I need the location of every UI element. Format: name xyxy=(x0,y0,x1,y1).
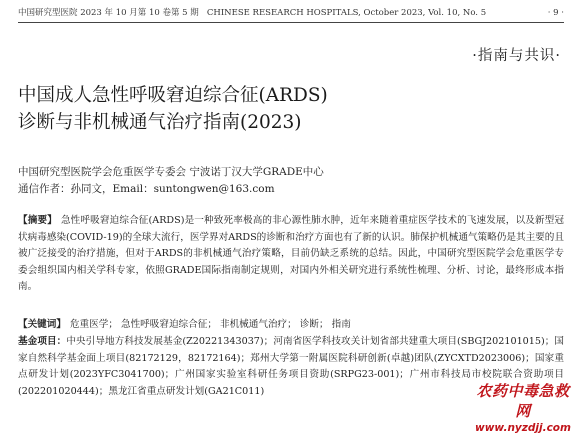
article-title xyxy=(18,82,518,136)
funding-text: 中央引导地方科技发展基金(Z20221343037)；河南省医学科技攻关计划省部共建重大项目(SBGJ202101015)；国家自然科学基金面上项目(82172129，82172164)；郑州大学第一附属医院科研创新(卓越)团队(ZYCXTD2023006)；国家重点研发计划(2023YFC3041700)；广州国家实验室科研任务项目资助(SRPG23-001)；广州市科技局市校院联合资助项目(202201020444)；黑龙江省重点研发计划(GA21C011) xyxy=(18,336,564,397)
title-line-1: 中国成人急性呼吸窘迫综合征(ARDS) xyxy=(18,85,328,106)
page-number: · 9 · xyxy=(547,8,564,18)
abstract xyxy=(18,213,564,296)
journal-en: CHINESE RESEARCH HOSPITALS, October 2023, Vol. 10, No. 5 xyxy=(206,8,487,18)
header-rule xyxy=(18,22,564,23)
funding-label: 基金项目： xyxy=(18,336,67,347)
title-line-2: 诊断与非机械通气治疗指南(2023) xyxy=(18,112,302,133)
site-watermark xyxy=(473,381,573,434)
author-block xyxy=(18,164,324,198)
abstract-text: 急性呼吸窘迫综合征(ARDS)是一种致死率极高的非心源性肺水肿，近年来随着重症医学技术的飞速发展，以及新型冠状病毒感染(COVID-19)的全球大流行，医学界对ARDS的诊断和治疗方面也有了新的认识。肺保护机械通气策略仍是其主要的且被广泛接受的治疗措施，但对于ARDS的非机械通气治疗策略，目前仍缺乏系统的总结。因此，中国研究型医院学会危重医学专委会组织国内相关学科专家，依照GRADE国际指南制定规则，对国内外相关研究进行系统性梳理、分析、讨论，最终形成本指南。 xyxy=(18,215,565,293)
keywords xyxy=(18,317,564,334)
column-tag: ·指南与共识· xyxy=(472,48,561,64)
corresponding-author: 通信作者：孙同文，Email：suntongwen@163.com xyxy=(18,183,275,195)
abstract-label: 【摘要】 xyxy=(18,215,57,226)
journal-cn: 中国研究型医院 2023 年 10 月第 10 卷第 5 期 xyxy=(18,8,199,18)
author-affiliation: 中国研究型医院学会危重医学专委会 宁波诺丁汉大学GRADE中心 xyxy=(18,166,324,178)
watermark-url: www.nyzdjj.com xyxy=(475,422,571,434)
running-header xyxy=(18,4,564,22)
keywords-text: 危重医学； 急性呼吸窘迫综合征； 非机械通气治疗； 诊断； 指南 xyxy=(69,319,351,330)
keywords-label: 【关键词】 xyxy=(18,319,66,330)
watermark-title: 农药中毒急救网 xyxy=(476,382,570,420)
